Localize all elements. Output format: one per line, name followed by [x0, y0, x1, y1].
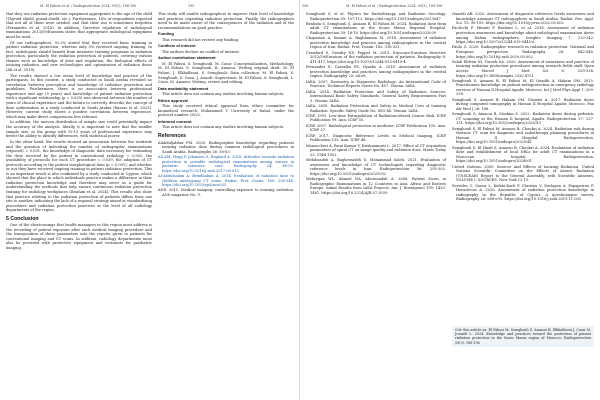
reference-item[interactable]: Ouaridi AB. 2022. Assessment of diagnostic reference levels awareness and knowledge amongst CT radiographers in Saudi Arabia. Radiat. Res. Appl. Sci. 15: 98-105. https://doi.org/10.1016/j.jrras.2022.05.002 [452, 12, 594, 26]
reference-item: IAEA. 2018. Radiation Protection and Safety in Medical Uses of Ionizing Radiation. Specific Safety Guide No. SSG-46. Vienna: IAEA. [306, 103, 446, 113]
reference-item: ICRP. 1991. Low-dose Extrapolation of Radiation-related Cancer Risk. ICRP Publication 99. Ann. ICRP 35. [306, 113, 446, 123]
reference-item[interactable]: Semghouli S, Amaoui B, Maskim S. 2022. Radiation doses during pediatric CT scanning at the Hassan II hospital, Agadir. Radioprotection 57: 127-131. https://doi.org/10.1051/radiopro/2022011 [452, 112, 594, 126]
heading-informed-consent: Informed consent [158, 118, 192, 124]
heading-author-contribution: Author contribution statement [158, 55, 216, 61]
reference-item[interactable]: Paulo G. 2020. Radiographer research in radiation protection: National and European perspective. Radiography 26: S42-S48. https://doi.org/10.1016/j.radi.2020.05.002 [452, 45, 594, 59]
paragraph: The authors declare no conflict of interest. [162, 49, 240, 54]
page-header [300, 3, 600, 11]
reference-item: ICRP. 2017. Diagnostic Reference Levels in Medical Imaging. ICRP Publication 135. Ann. ICRP 46. [306, 133, 446, 143]
heading-ethics: Ethics approval [158, 97, 188, 103]
reference-item: Semghouli S, Amaoui B, Hakam OM, Choukri A. 2017. Radiation doses during computed tomography in Hassan II Hospital Agadir, Morocco. Pan Afr Med J 26: 188. [452, 97, 594, 111]
heading-funding: Funding [158, 31, 174, 37]
paragraph: This article does not contain any studies involving human subjects. [162, 125, 285, 130]
reference-item: ANS. 2011. Medical imaging: controlling exposure to ionising radiation. ANS magazine No. 9. [158, 188, 294, 197]
paragraph: The results showed a low mean level of knowledge and practice of the participants. In this context, a study conducted in Saudi Arabia revealed no correlation between perception and knowledge of radiation protection and guidelines. Furthermore, there is no association between professional experience and age (5 years) and knowledge of patient radiation protection with a significant relationship (p = 0.025) was observed between the number of years of clinical experience and the failure to correctly describe the concept of dose optimisation in a study conducted in Saudi Arabia (Rassas et al. 2023). However, current study shows a positive correlation between experience, which may make direct comparisons less relevant. [6, 73, 152, 119]
reference-item[interactable]: Semghouli S, El Fahssi M, Amaoui B, Choukri A. 2024. Radiation risk during thoracic CT scan for diagnosis and radiotherapy planning procedures in Hassan II Hospital. Radioprotection. https://doi.org/10.1051/radiopro/2023041 [452, 126, 594, 145]
reference-item[interactable]: Paolicchi F, Miniati F, Bastiani L, et al. 2016. Assessment of radiation protection awareness and knowledge about radiological examination doses among Italian radiographers. Insights Imaging 7: 233-242. https://doi.org/10.1007/s13244-015-0445-6 [452, 26, 594, 45]
page-header [0, 3, 300, 11]
running-header: M. El Fahssi et al. / Radioprotection 2024, 59(3), 188-196 [346, 4, 443, 8]
left-column-1 [6, 12, 152, 252]
right-column-1-references [306, 12, 446, 196]
paragraph: One of the shortcomings that health managers in this region must address is the recording of patient exposure after each medical imaging procedure and the transposition of these parameters into the reports given to patients for conventional imaging and CT scans. In addition, radiology departments must also be provided with protective equipment and restraints for paediatric imaging. [6, 223, 152, 250]
page-number: 195 [188, 4, 195, 8]
paragraph: This research did not receive any funding. [162, 37, 240, 42]
reference-item: Chaparian A, Kanani A, Baghbanian M. 2014. Assessment of radiation protection knowledge and practice among radiographers in the central region of Iran. Radiat. Prot. Dosim. 162: 316-321. [306, 36, 446, 50]
reference-item[interactable]: Crawford S, Gwadry NS, Pepper M. 2013. Eurocare-Euratom Directive 2013/59/Euratom of the radiation protection of patients. Radiography 6: 411-417. https://doi.org/10.1007/s13244-015-0410-4 [306, 50, 446, 64]
reference-item[interactable]: Al-Abdulsalam A, Brindhaban A. 2014. Evaluation of radiation dose to children undergoing CT scans. Radiat. Prot. Dosim. 160: 238-244. https://doi.org/10.1093/rpd/ncu035 [158, 174, 294, 188]
paragraph: This study will enable radiographers to improve their level of knowledge and practices regarding radiation protection. Finally, the radiographers need to be made aware of the consequences of the radiation and of the recommendations on good practice. [158, 12, 294, 30]
reference-item: ICRP. 2007. Radiological protection in medicine. ICRP Publication 105. Ann. ICRP 37. [306, 123, 446, 133]
cite-this-article-box: Cite this article as: El Fahssi M, Semghouli S, Amaoui B, Elkhalfaoui J, Cassi M, Jroundi L. 2024. Knowledge and practices toward the protection of patient radiation protection in the Souss Massa region of Morocco. Radioprotection 59(3): 188-196 [452, 326, 594, 347]
reference-item[interactable]: Mehdizadeh A, Bagherzadeh S, Mohammad Saleh. 2021. Evaluation of awareness and knowledge of CT technologists regarding diagnostic reference levels in Iran. Radioprotection 56: 295-302. https://doi.org/10.1051/radiopro/2021032 [306, 157, 446, 176]
running-header: M. El Fahssi et al. / Radioprotection 2024, 59(3), 188-196 [40, 4, 137, 8]
reference-item[interactable]: Mehregan WL, Ahmed NA, Abozenadah A. 2008. Patient Doses in Radiographic Examinations in 12 Countries in Asia, Africa and Eastern Europe: Initial Results from IAEA Projects. Am. J. Roentgenol 190: 1453-1461. https://doi.org/10.2214/AJR.07.3039 [306, 176, 446, 195]
reference-item: IAEA. 2014. Radiation Protection and Safety of Radiation Sources: International Basic Safety Standards. General Safety Requirements Part 3. Vienna: IAEA. [306, 89, 446, 103]
paragraph: Of our radiographers, 92.3% stated that they received basic training in patient radiation protection, whereas only 5% received ongoing training. In fact, radiologists should benefit from intensive training programs in radiation protection, particularly the radiation protection of patients, covering various themes such as knowledge of dose and regulation, the biological effects of ionising radiation, and new technologies and optimisation of radiation doses (Ali et al. 2018). [6, 40, 152, 72]
reference-item[interactable]: Ali AM, Hogg P, Johansen S, England A. 2018. Attitudes towards radiation protection in portable radiological examinations among nurses in pediatric intensive care. Radiography 24: 48-55. https://doi.org/10.1016/j.radi.2017.08.013 [158, 155, 294, 173]
section-title-conclusion: 5 Conclusion [6, 215, 39, 222]
reference-item: Fernandes E, Carvalho PS, Nyarko A. 2018. Assessment of radiation protection knowledge and practices among radiographers in the central region. Radiography 25: e4-e8. [306, 65, 446, 79]
right-page [300, 0, 600, 400]
left-column-2 [158, 12, 294, 198]
right-column-2-references [452, 12, 594, 203]
reference-item[interactable]: Benhida S, Semghouli S, Amaoui B, El Fahssi M. 2024. Radiation dose from adult CT examinations at the Souss Massa Regional Hospital. Radioprotection 59: 18-18. https://doi.org/10.1051/radiopro/2023039 [306, 21, 446, 35]
paragraph: that they use radiation protection equipment appropriate to the age of the child (Thyroid shield, gonad shield, etc.). Furthermore, 14% of respondents reported that not all of them were needed, and that their use is sometimes forgotten (Fernandes et al. 2018). In addition, Directive regulation of radiological examinations 2013/59/Euratom states that appropriate radiological equipment must be used... [6, 12, 152, 39]
reference-item: United Nations. 2000. Sources And Effects of Ionizing Radiation. United Nations Scientific Committee on the Effects of Atomic Radiation (UNSCEAR) Report to the General Assembly, with Scientific Annexes, VOLUME I: SOURCES. New York 12-13. [452, 164, 594, 183]
paragraph: M. El Fahssi, S. Semghouli, M. Cassi: Conceptualization, Methodology. M. El Fahssi, S. Semghouli, B. Amaoui: Writing original draft. M. El Fahssi, J. Elkhalfaoui, S. Semghouli: Data collection. M. El Fahssi, S. Semghouli, Z. Cassi, J. Aourdi: Supervision. M. El Fahssi, S. Semghouli, L. Cassi, M. Amaoui: Writing, review and editing. [158, 61, 294, 85]
reference-item: Alabduljabbar FM. 2020. Radiographer knowledge regarding patients ionizing radiation dose during common radiological procedures in Saudi Arabia. Radiography 26: 56-63. [158, 140, 294, 154]
paragraph: This study received ethical approval from ethics committee for biomedical research, Mohammed V University of Rabat, under the protocol number 29/22. [158, 104, 294, 118]
reference-item: Manoucheri A, Rwai Kumar V, Krishnamurti L. 2017. Effect of CT acquisition parameters of spiral CT on image quality and radiation dose. Mater Today 23: 1948-1952. [306, 143, 447, 157]
paragraph: In addition, the uneven distribution of sample size could potentially impact the accuracy of the analysis. Ideally, it is important to note that the smaller sample size, in the group with 10-15 years of professional experience may better the ability to identify differences, with statistical power. [6, 120, 152, 139]
reference-item[interactable]: Salah Eldeen NI, Turook SA. 2020. Assessment of awareness and practice of ionizing radiation protection procedures among research fields staff. Open Access Maced J Med Sci 8: 529-534. https://doi.org/10.3889/oamjms.2020.4751 [452, 59, 594, 78]
reference-list [158, 141, 294, 198]
reference-item: IAEA. 2007. Dosimetry in Diagnostic Radiology: An International Code of Practice. Technical Reports Series No. 457. Vienna: IAEA. [306, 79, 446, 89]
paragraph: In the other hand, the results showed an association between the workside and the question of indicating the number of radiographic examinations (exposed) = 0.001, the knowledge of diagnostic data necessary for estimating the dose received by the patient in conventional radiology = 0.002, the availability of protocols for each CT procedure = 0.039, the adoption of CT protocols according to the patient morphological data (p = 0.001), and whether or not they have received ongoing training in patient radiation protection. This is an important result is also confirmed by a study conducted in Cyprus, which showed that the place in which individuals practice makes a difference in their radiation protection knowledge and therefore may serve as a guide for understanding the methods that help ensure continuous radiation protection training for radiology workplaces (Ibrahim et al. 2024). This results also show that practice relating to the radiation protection of patients differs from one site to another, indicating the lack of a regional strategy aimed at standardising procedures and radiation protection practices at the level of all radiology departments of the region. [6, 139, 152, 213]
section-title-references: References [158, 133, 186, 140]
paragraph: This article does not contain any studies involving human subjects. [162, 92, 285, 97]
heading-conflicts: Conflicts of interest [158, 43, 196, 49]
reference-item[interactable]: Semghouli S, et al. Physics for Radiotherapy and Radiation Oncology. Radioprotection 59: 107-112. https://doi.org/10.1051/radiopro/2023047 [306, 12, 446, 21]
reference-item[interactable]: Zervides C, Sassis L, Kefala-Karli P, Christou V, Derlagen A, Papapetrou P, Heracleous A. 2020. Assessment of radiation protection knowledge in radiography in the Republic of Cyprus. A questionnaire survey. Radiography 26: e88-e93. https://doi.org/10.1016/j.radi.2019.11.003 [452, 183, 594, 202]
page-number: 196 [302, 4, 309, 8]
reference-item[interactable]: Semghouli S, El Hnafi S, Amaoui B, Choukri A. 2024. Evaluation of radiation dose and establishment of local DRLs for adult CT examinations in a Moroccan hospital. Radioprotection. https://doi.org/10.1051/radiopro/2024001 [452, 145, 594, 164]
heading-data-availability: Data availability statement [158, 85, 209, 91]
reference-item: Semghouli S, Amaoui B, El Fahssi M, El Ouadih A, Hakam OM. 2015. Practitioners knowledge on patient radioprotection in emergency radiology services of Hassan II Hospital Agadir, Morocco. Int J Med Phys Appl 1: 209-299. [452, 78, 594, 97]
